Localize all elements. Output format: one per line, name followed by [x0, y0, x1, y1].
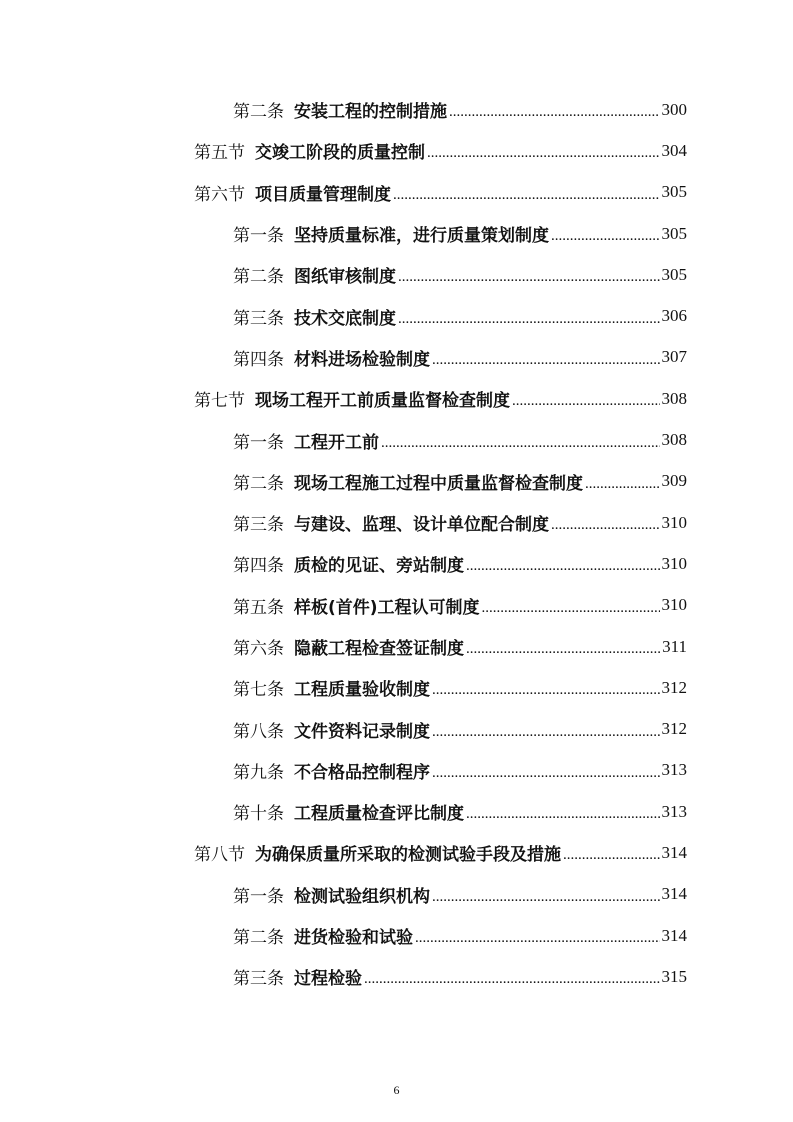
toc-entry[interactable]: [0, 832, 793, 873]
toc-entry[interactable]: [0, 213, 793, 254]
toc-entry-title: 样板(首件)工程认可制度: [294, 597, 480, 618]
toc-entry-title: 交竣工阶段的质量控制: [255, 143, 425, 164]
dot-leader: [432, 889, 660, 906]
toc-entry-number: 第八条: [233, 721, 284, 742]
dot-leader: [551, 517, 660, 534]
toc-entry[interactable]: [0, 667, 793, 708]
toc-entry-number: 第一条: [233, 432, 284, 453]
dot-leader: [432, 682, 660, 699]
dot-leader: [364, 971, 660, 988]
toc-entry-title: 检测试验组织机构: [294, 886, 430, 907]
dot-leader: [466, 641, 660, 658]
toc-entry-number: 第二条: [233, 267, 284, 288]
toc-entry-number: 第六节: [194, 184, 245, 205]
toc-entry-title: 进货检验和试验: [294, 928, 413, 949]
toc-entry-number: 第七节: [194, 391, 245, 412]
dot-leader: [415, 930, 660, 947]
toc-entry-title: 隐蔽工程检查签证制度: [294, 639, 464, 659]
dot-leader: [466, 558, 660, 575]
dot-leader: [432, 765, 660, 782]
dot-leader: [427, 145, 660, 162]
toc-entry[interactable]: [0, 461, 793, 502]
toc-entry[interactable]: [0, 543, 793, 584]
toc-entry[interactable]: [0, 502, 793, 543]
dot-leader: [512, 393, 660, 410]
toc-entry-title: 项目质量管理制度: [255, 184, 391, 205]
toc-entry-page: 308: [661, 430, 687, 450]
toc-entry-number: 第二条: [233, 102, 284, 123]
dot-leader: [563, 847, 660, 864]
table-of-contents: [0, 89, 793, 998]
toc-entry-title: 图纸审核制度: [294, 267, 396, 288]
dot-leader: [585, 476, 660, 493]
page-number: 6: [393, 1083, 400, 1097]
toc-entry[interactable]: [0, 89, 793, 130]
toc-entry-title: 坚持质量标准，进行质量策划制度: [294, 226, 549, 247]
toc-entry-number: 第一条: [233, 226, 284, 247]
toc-entry-title: 工程开工前: [294, 432, 379, 453]
toc-entry-page: 300: [661, 99, 687, 119]
toc-entry-number: 第三条: [233, 515, 284, 536]
toc-entry[interactable]: [0, 585, 793, 626]
toc-entry-title: 过程检验: [294, 969, 362, 990]
toc-entry-number: 第六条: [233, 639, 284, 659]
toc-entry[interactable]: [0, 130, 793, 171]
toc-entry-title: 技术交底制度: [294, 308, 396, 329]
toc-entry-title: 为确保质量所采取的检测试验手段及措施: [255, 845, 561, 866]
toc-entry-number: 第二条: [233, 473, 284, 494]
toc-entry-title: 文件资料记录制度: [294, 721, 430, 742]
toc-entry-number: 第四条: [233, 556, 284, 577]
toc-entry[interactable]: [0, 295, 793, 336]
dot-leader: [398, 269, 660, 286]
toc-entry-title: 与建设、监理、设计单位配合制度: [294, 515, 549, 536]
toc-entry-title: 安装工程的控制措施: [294, 102, 447, 123]
toc-entry[interactable]: [0, 254, 793, 295]
toc-entry-number: 第三条: [233, 969, 284, 990]
toc-entry-page: 310: [661, 512, 687, 532]
toc-entry-number: 第九条: [233, 762, 284, 783]
dot-leader: [393, 187, 660, 204]
toc-entry-number: 第四条: [233, 349, 284, 370]
toc-entry-page: 304: [661, 140, 687, 160]
toc-entry-page: 305: [661, 182, 687, 202]
toc-entry-title: 质检的见证、旁站制度: [294, 556, 464, 577]
toc-entry-page: 314: [661, 884, 687, 904]
toc-entry-number: 第八节: [194, 845, 245, 866]
dot-leader: [551, 228, 660, 245]
toc-entry-number: 第五节: [194, 143, 245, 164]
toc-entry-page: 315: [661, 966, 687, 986]
toc-entry-page: 312: [661, 677, 687, 697]
toc-entry[interactable]: [0, 337, 793, 378]
toc-entry-page: 310: [661, 595, 687, 615]
toc-entry-page: 314: [661, 842, 687, 862]
toc-entry[interactable]: [0, 791, 793, 832]
toc-entry[interactable]: [0, 626, 793, 667]
toc-entry-page: 313: [661, 801, 687, 821]
toc-entry-number: 第十条: [233, 804, 284, 825]
toc-entry-title: 工程质量检查评比制度: [294, 804, 464, 825]
toc-entry[interactable]: [0, 419, 793, 460]
toc-entry[interactable]: [0, 708, 793, 749]
toc-entry-page: 313: [661, 760, 687, 780]
toc-entry[interactable]: [0, 874, 793, 915]
toc-entry-number: 第五条: [233, 597, 284, 618]
toc-entry-number: 第一条: [233, 886, 284, 907]
toc-entry-page: 309: [661, 471, 687, 491]
toc-entry-page: 306: [661, 306, 687, 326]
dot-leader: [449, 104, 660, 121]
toc-entry[interactable]: [0, 915, 793, 956]
toc-entry-number: 第七条: [233, 680, 284, 701]
toc-entry-page: 305: [661, 223, 687, 243]
toc-entry-title: 工程质量验收制度: [294, 680, 430, 701]
toc-entry-page: 311: [662, 636, 687, 656]
dot-leader: [398, 311, 660, 328]
toc-entry-title: 材料进场检验制度: [294, 349, 430, 370]
dot-leader: [432, 352, 660, 369]
dot-leader: [432, 724, 660, 741]
toc-entry-number: 第三条: [233, 308, 284, 329]
dot-leader: [466, 806, 660, 823]
toc-entry-page: 305: [661, 264, 687, 284]
dot-leader: [482, 600, 660, 617]
toc-entry-title: 不合格品控制程序: [294, 762, 430, 783]
toc-entry-page: 310: [661, 553, 687, 573]
toc-entry-page: 308: [661, 388, 687, 408]
dot-leader: [381, 435, 660, 452]
toc-entry[interactable]: [0, 378, 793, 419]
toc-entry-title: 现场工程开工前质量监督检查制度: [255, 391, 510, 412]
toc-entry[interactable]: [0, 956, 793, 997]
toc-entry-page: 312: [661, 719, 687, 739]
toc-entry-title: 现场工程施工过程中质量监督检查制度: [294, 473, 583, 494]
toc-entry[interactable]: [0, 172, 793, 213]
toc-entry-page: 314: [661, 925, 687, 945]
toc-entry-page: 307: [661, 347, 687, 367]
toc-entry[interactable]: [0, 750, 793, 791]
toc-entry-number: 第二条: [233, 928, 284, 949]
